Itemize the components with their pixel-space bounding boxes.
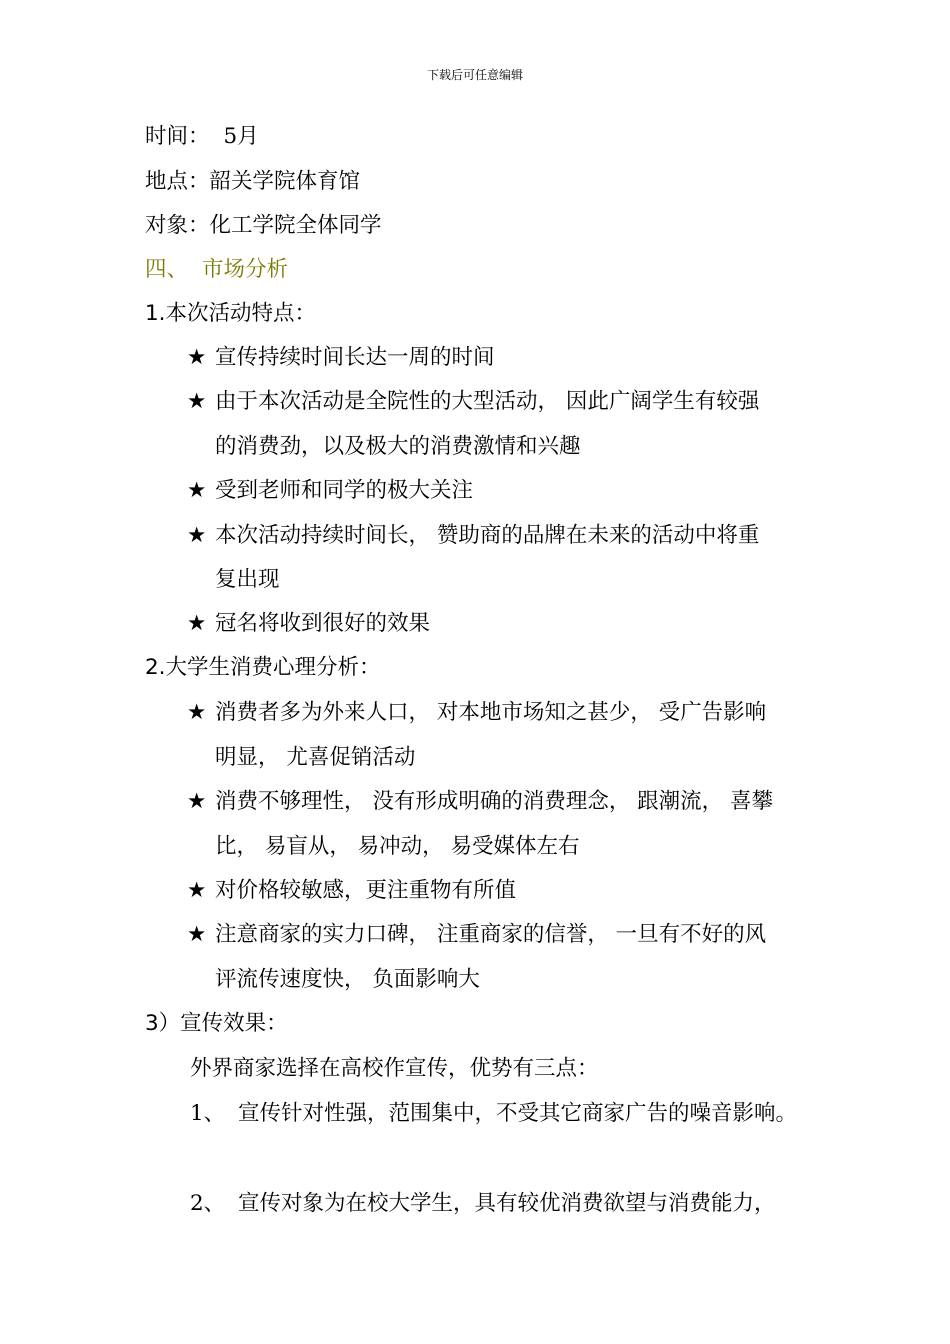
time-value: 5月	[223, 124, 259, 149]
effect-point-text: 宣传对象为在校大学生，具有较优消费欲望与消费能力，	[238, 1191, 776, 1216]
feature-item	[187, 613, 430, 635]
psychology-title: 2.大学生消费心理分析：	[145, 655, 381, 680]
feature-text: 受到老师和同学的极大关注	[215, 478, 474, 503]
effect-intro: 外界商家选择在高校作宣传，优势有三点：	[190, 1056, 599, 1081]
psychology-item	[187, 880, 516, 902]
header-note: 下载后可任意编辑	[426, 68, 523, 82]
psychology-text-continued: 评流传速度快， 负面影响大	[215, 967, 480, 992]
star-icon: ★	[187, 478, 207, 503]
star-icon: ★	[187, 878, 207, 903]
time-line	[145, 126, 259, 148]
effect-point-number: 2、	[190, 1191, 226, 1216]
section-heading	[145, 259, 288, 281]
feature-text: 宣传持续时间长达一周的时间	[215, 345, 495, 370]
psychology-text: 对价格较敏感，更注重物有所值	[215, 878, 517, 903]
time-label: 时间：	[145, 124, 210, 149]
psychology-text-continued: 比， 易盲从， 易冲动， 易受媒体左右	[215, 834, 580, 859]
star-icon: ★	[187, 389, 207, 414]
psychology-item	[187, 791, 773, 813]
star-icon: ★	[187, 611, 207, 636]
effect-point	[190, 1103, 797, 1125]
feature-item	[187, 391, 759, 413]
audience-line: 对象：化工学院全体同学	[145, 213, 382, 238]
feature-item	[187, 525, 759, 547]
feature-item	[187, 347, 495, 369]
feature-text: 冠名将收到很好的效果	[215, 611, 431, 636]
psychology-text: 消费不够理性， 没有形成明确的消费理念， 跟潮流， 喜攀	[215, 789, 774, 814]
effect-point-number: 1、	[190, 1101, 226, 1126]
feature-text: 本次活动持续时间长， 赞助商的品牌在未来的活动中将重	[215, 523, 760, 548]
feature-text: 由于本次活动是全院性的大型活动， 因此广阔学生有较强	[215, 389, 760, 414]
psychology-text: 注意商家的实力口碑， 注重商家的信誉， 一旦有不好的风	[215, 922, 767, 947]
star-icon: ★	[187, 789, 207, 814]
star-icon: ★	[187, 922, 207, 947]
place-line: 地点：韶关学院体育馆	[145, 169, 361, 194]
effect-point	[190, 1193, 776, 1215]
star-icon: ★	[187, 523, 207, 548]
effect-title: 3）宣传效果：	[145, 1011, 288, 1036]
feature-text-continued: 的消费劲，以及极大的消费激情和兴趣	[215, 434, 581, 459]
feature-item	[187, 480, 473, 502]
psychology-item	[187, 702, 766, 724]
section-heading-text: 市场分析	[202, 257, 289, 282]
feature-text-continued: 复出现	[215, 567, 280, 592]
psychology-text: 消费者多为外来人口， 对本地市场知之甚少， 受广告影响	[215, 700, 767, 725]
features-title: 1.本次活动特点：	[145, 301, 317, 326]
psychology-text-continued: 明显， 尤喜促销活动	[215, 745, 416, 770]
star-icon: ★	[187, 345, 207, 370]
psychology-item	[187, 924, 766, 946]
star-icon: ★	[187, 700, 207, 725]
section-heading-number: 四、	[145, 257, 189, 282]
effect-point-text: 宣传针对性强，范围集中，不受其它商家广告的噪音影响。	[238, 1101, 798, 1126]
